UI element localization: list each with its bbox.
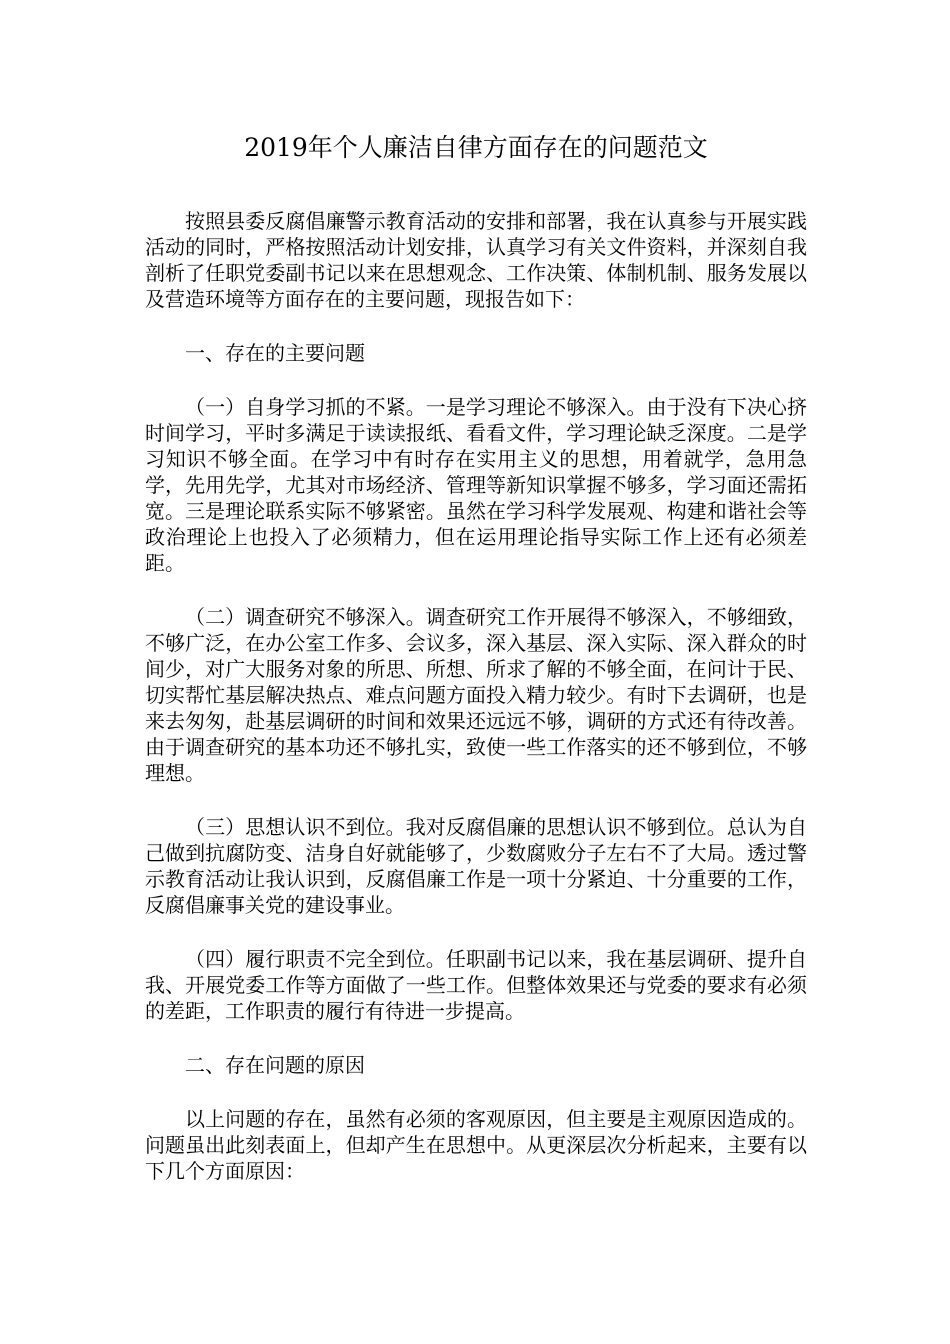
- section-1-paragraph-4: （四）履行职责不完全到位。任职副书记以来，我在基层调研、提升自我、开展党委工作等方面做了一些工作。但整体效果还与党委的要求有必须的差距，工作职责的履行有待进一步提高。: [145, 947, 807, 1023]
- section-2-heading: 二、存在问题的原因: [185, 1053, 365, 1077]
- section-2-paragraph-1: 以上问题的存在，虽然有必须的客观原因，但主要是主观原因造成的。问题虽出此刻表面上，但却产生在思想中。从更深层次分析起来，主要有以下几个方面原因：: [145, 1107, 807, 1183]
- section-1-heading: 一、存在的主要问题: [185, 341, 365, 365]
- section-1-paragraph-3: （三）思想认识不到位。我对反腐倡廉的思想认识不够到位。总认为自己做到抗腐防变、洁身自好就能够了，少数腐败分子左右不了大局。透过警示教育活动让我认识到，反腐倡廉工作是一项十分紧迫、十分重要的工作，反腐倡廉事关党的建设事业。: [145, 815, 807, 917]
- document-title: 2019年个人廉洁自律方面存在的问题范文: [244, 133, 708, 162]
- document-page: [145, 128, 807, 1212]
- section-1-paragraph-1: （一）自身学习抓的不紧。一是学习理论不够深入。由于没有下决心挤时间学习，平时多满足于读读报纸、看看文件，学习理论缺乏深度。二是学习知识不够全面。在学习中有时存在实用主义的思想，用着就学，急用急学，先用先学，尤其对市场经济、管理等新知识掌握不够多，学习面还需拓宽。三是理论联系实际不够紧密。虽然在学习科学发展观、构建和谐社会等政治理论上也投入了必须精力，但在运用理论指导实际工作上还有必须差距。: [145, 395, 807, 575]
- intro-paragraph: 按照县委反腐倡廉警示教育活动的安排和部署，我在认真参与开展实践活动的同时，严格按照活动计划安排，认真学习有关文件资料，并深刻自我剖析了任职党委副书记以来在思想观念、工作决策、体制机制、服务发展以及营造环境等方面存在的主要问题，现报告如下：: [145, 209, 807, 311]
- section-1-paragraph-2: （二）调查研究不够深入。调查研究工作开展得不够深入，不够细致，不够广泛，在办公室工作多、会议多，深入基层、深入实际、深入群众的时间少，对广大服务对象的所思、所想、所求了解的不够全面，在问计于民、切实帮忙基层解决热点、难点问题方面投入精力较少。有时下去调研，也是来去匆匆，赴基层调研的时间和效果还远远不够，调研的方式还有待改善。由于调查研究的基本功还不够扎实，致使一些工作落实的还不够到位，不够理想。: [145, 605, 807, 785]
